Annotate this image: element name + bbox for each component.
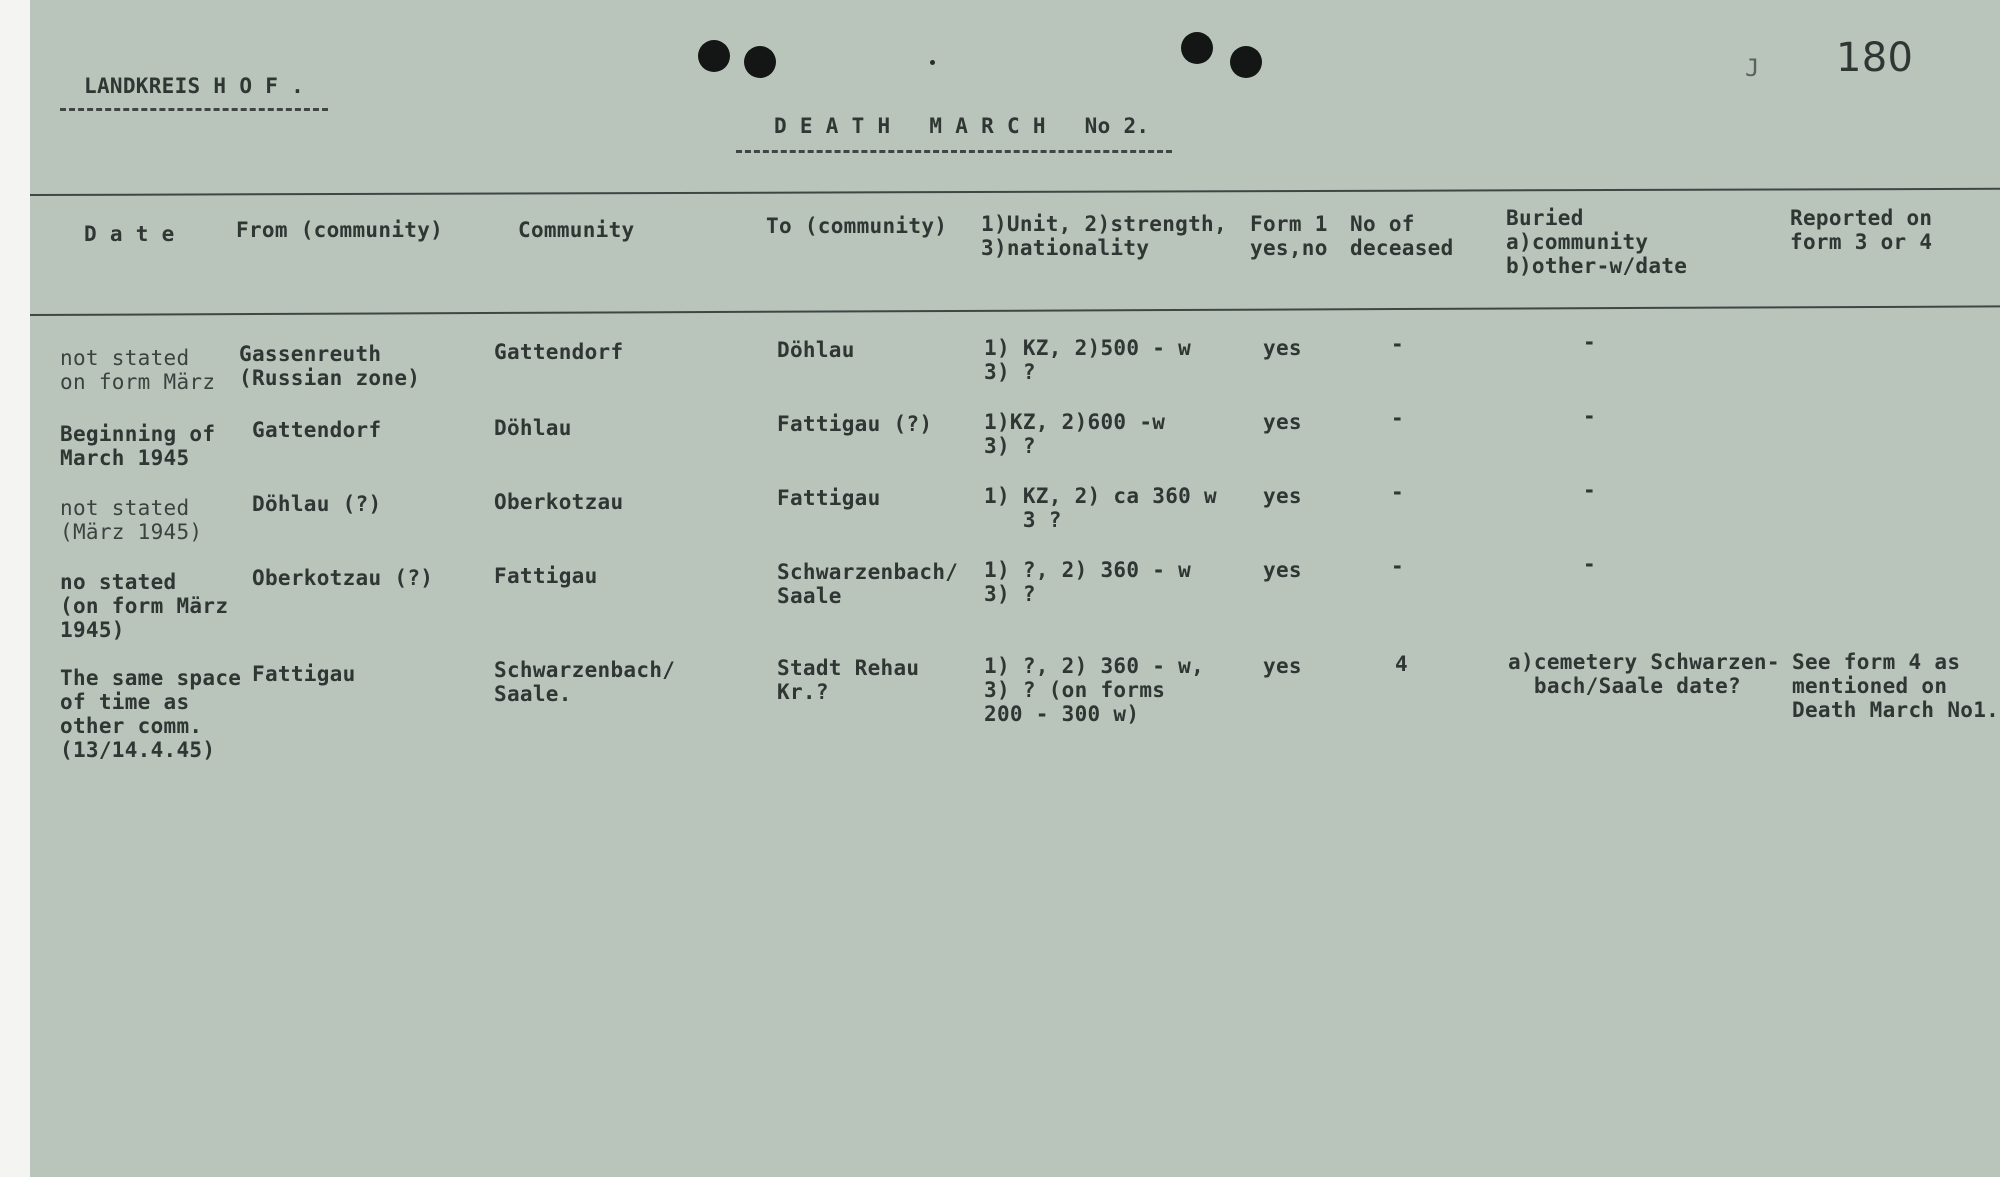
cell-buried: -: [1583, 404, 1596, 428]
cell-buried: a)cemetery Schwarzen- bach/Saale date?: [1508, 650, 1780, 698]
cell-from: Gattendorf: [252, 418, 382, 442]
district-underline: [60, 108, 328, 111]
cell-unit: 1) ?, 2) 360 - w 3) ?: [984, 558, 1192, 606]
cell-buried: -: [1583, 552, 1596, 576]
cell-unit: 1) KZ, 2) ca 360 w 3 ?: [984, 484, 1217, 532]
cell-community: Oberkotzau: [494, 490, 624, 514]
column-header-buried: Buried a)community b)other-w/date: [1506, 206, 1688, 278]
cell-community: Gattendorf: [494, 340, 624, 364]
cell-date: not stated (März 1945): [60, 496, 203, 544]
cell-date: Beginning of March 1945: [60, 422, 216, 470]
cell-from: Gassenreuth (Russian zone): [239, 342, 421, 390]
page-mark: J: [1745, 54, 1760, 82]
punch-hole: [1230, 46, 1262, 78]
page-number: 180: [1836, 35, 1914, 81]
column-header-form1: Form 1 yes,no: [1250, 212, 1328, 260]
cell-deceased: -: [1391, 480, 1404, 504]
cell-deceased: -: [1391, 406, 1404, 430]
cell-form1: yes: [1263, 410, 1302, 434]
document-title: D E A T H M A R C H No 2.: [774, 114, 1150, 138]
cell-unit: 1) KZ, 2)500 - w 3) ?: [984, 336, 1192, 384]
speck: [930, 60, 935, 65]
cell-to: Fattigau (?): [777, 412, 933, 436]
cell-unit: 1)KZ, 2)600 -w 3) ?: [984, 410, 1166, 458]
column-header-date: D a t e: [84, 222, 175, 246]
cell-form1: yes: [1263, 558, 1302, 582]
scanner-edge: [0, 0, 30, 1177]
cell-form1: yes: [1263, 336, 1302, 360]
cell-from: Fattigau: [252, 662, 356, 686]
column-header-to: To (community): [766, 214, 948, 238]
cell-community: Schwarzenbach/ Saale.: [494, 658, 676, 706]
table-row: [30, 0, 56, 48]
cell-form1: yes: [1263, 654, 1302, 678]
punch-hole: [698, 40, 730, 72]
cell-to: Fattigau: [777, 486, 881, 510]
cell-buried: -: [1583, 478, 1596, 502]
cell-buried: -: [1583, 330, 1596, 354]
district-label: LANDKREIS H O F .: [84, 74, 305, 98]
cell-form1: yes: [1263, 484, 1302, 508]
cell-unit: 1) ?, 2) 360 - w, 3) ? (on forms 200 - 300 w): [984, 654, 1205, 726]
cell-deceased: -: [1391, 332, 1404, 356]
cell-community: Döhlau: [494, 416, 572, 440]
column-header-deceased: No of deceased: [1350, 212, 1454, 260]
punch-hole: [1181, 32, 1213, 64]
punch-hole: [744, 46, 776, 78]
column-header-reported: Reported on form 3 or 4: [1790, 206, 1933, 254]
cell-date: not stated on form März: [60, 346, 216, 394]
cell-deceased: 4: [1395, 652, 1408, 676]
title-underline: [736, 150, 1172, 153]
header-bottom-rule: [30, 305, 2000, 316]
cell-from: Oberkotzau (?): [252, 566, 434, 590]
document-sheet: [30, 0, 2000, 1177]
column-header-from: From (community): [236, 218, 444, 242]
cell-deceased: -: [1391, 554, 1404, 578]
cell-date: no stated (on form März 1945): [60, 570, 229, 642]
cell-to: Stadt Rehau Kr.?: [777, 656, 920, 704]
cell-date: The same space of time as other comm. (13/14.4.45): [60, 666, 242, 762]
column-header-community: Community: [518, 218, 635, 242]
cell-reported: See form 4 as mentioned on Death March No1.: [1792, 650, 2000, 722]
cell-community: Fattigau: [494, 564, 598, 588]
cell-from: Döhlau (?): [252, 492, 382, 516]
table-top-rule: [30, 188, 2000, 196]
cell-to: Döhlau: [777, 338, 855, 362]
cell-to: Schwarzenbach/ Saale: [777, 560, 959, 608]
column-header-unit: 1)Unit, 2)strength, 3)nationality: [981, 212, 1227, 260]
